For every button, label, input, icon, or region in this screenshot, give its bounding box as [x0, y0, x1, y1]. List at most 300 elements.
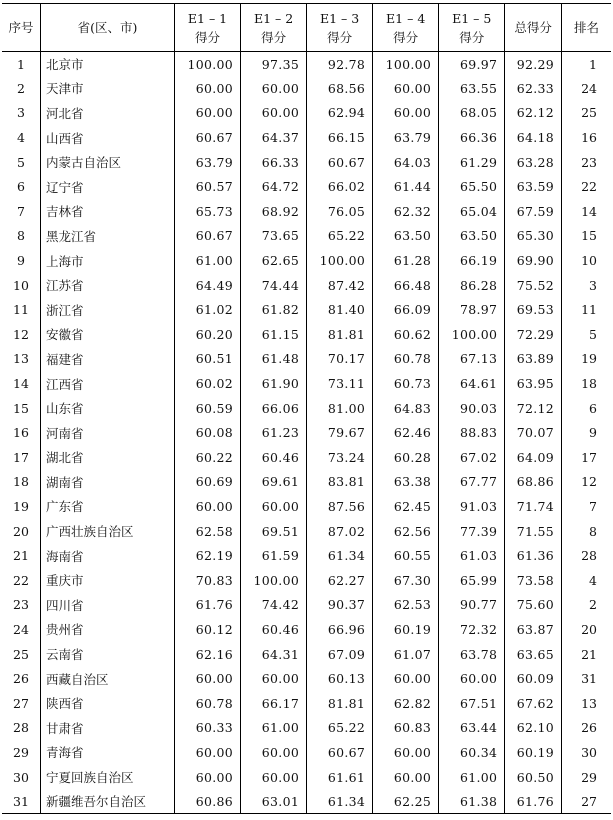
table-row — [2, 371, 611, 396]
cell-total: 63.59 — [505, 174, 562, 199]
cell-index: 24 — [13, 621, 29, 637]
cell-rank: 1 — [562, 52, 612, 77]
cell-e1-4: 62.53 — [373, 593, 439, 618]
cell-index: 19 — [13, 498, 29, 514]
cell-rank: 9 — [562, 420, 612, 445]
cell-e1-2: 61.82 — [241, 297, 307, 322]
table-row — [2, 568, 611, 593]
cell-index: 2 — [17, 80, 25, 96]
table-row — [2, 445, 611, 470]
table-row — [2, 248, 611, 273]
table-row — [2, 494, 611, 519]
table-row — [2, 691, 611, 716]
cell-e1-1: 60.00 — [175, 494, 241, 519]
header-e1-5-code: E1 – 5 — [452, 10, 492, 26]
cell-e1-3: 61.61 — [307, 765, 373, 790]
cell-e1-4: 62.56 — [373, 519, 439, 544]
cell-e1-2: 64.72 — [241, 174, 307, 199]
cell-e1-2: 60.00 — [241, 494, 307, 519]
cell-province: 江苏省 — [41, 273, 175, 298]
cell-e1-5: 60.00 — [439, 666, 505, 691]
cell-e1-5: 66.36 — [439, 125, 505, 150]
cell-rank: 6 — [562, 396, 612, 421]
cell-e1-1: 62.19 — [175, 543, 241, 568]
cell-province: 甘肃省 — [41, 716, 175, 741]
cell-e1-2: 61.59 — [241, 543, 307, 568]
cell-rank: 14 — [562, 199, 612, 224]
cell-index: 28 — [13, 720, 29, 736]
cell-e1-4: 66.09 — [373, 297, 439, 322]
cell-e1-5: 61.38 — [439, 789, 505, 814]
table-row — [2, 125, 611, 150]
header-e1-1 — [175, 4, 241, 52]
cell-e1-1: 60.67 — [175, 224, 241, 249]
cell-rank: 10 — [562, 248, 612, 273]
cell-e1-2: 64.31 — [241, 642, 307, 667]
table-row — [2, 101, 611, 126]
cell-province: 天津市 — [41, 76, 175, 101]
cell-e1-4: 64.83 — [373, 396, 439, 421]
cell-e1-1: 60.78 — [175, 691, 241, 716]
cell-rank: 16 — [562, 125, 612, 150]
cell-total: 63.87 — [505, 617, 562, 642]
cell-e1-5: 65.99 — [439, 568, 505, 593]
cell-e1-3: 60.13 — [307, 666, 373, 691]
cell-index: 29 — [13, 744, 29, 760]
cell-e1-5: 100.00 — [439, 322, 505, 347]
table-row — [2, 666, 611, 691]
cell-e1-2: 61.00 — [241, 716, 307, 741]
cell-total: 63.95 — [505, 371, 562, 396]
table-row — [2, 174, 611, 199]
province-score-table — [2, 3, 611, 814]
cell-index: 11 — [13, 302, 29, 318]
cell-e1-1: 60.02 — [175, 371, 241, 396]
cell-e1-4: 60.78 — [373, 347, 439, 372]
cell-e1-5: 65.04 — [439, 199, 505, 224]
cell-e1-2: 60.46 — [241, 445, 307, 470]
cell-province: 河南省 — [41, 420, 175, 445]
cell-province: 四川省 — [41, 593, 175, 618]
cell-e1-4: 60.00 — [373, 76, 439, 101]
cell-rank: 27 — [562, 789, 612, 814]
table-body — [2, 52, 611, 814]
cell-index: 22 — [13, 572, 29, 588]
cell-rank: 17 — [562, 445, 612, 470]
cell-e1-4: 61.44 — [373, 174, 439, 199]
header-e1-3-code: E1 – 3 — [320, 10, 360, 26]
table-row — [2, 150, 611, 175]
cell-e1-3: 73.24 — [307, 445, 373, 470]
cell-rank: 12 — [562, 470, 612, 495]
cell-e1-3: 66.96 — [307, 617, 373, 642]
cell-province: 宁夏回族自治区 — [41, 765, 175, 790]
table-row — [2, 470, 611, 495]
table-row — [2, 347, 611, 372]
table-row — [2, 716, 611, 741]
table-row — [2, 765, 611, 790]
table-row — [2, 199, 611, 224]
cell-index: 7 — [17, 203, 25, 219]
table-row — [2, 52, 611, 77]
cell-e1-2: 61.48 — [241, 347, 307, 372]
cell-e1-4: 60.00 — [373, 765, 439, 790]
cell-index: 3 — [17, 105, 25, 121]
cell-e1-1: 61.76 — [175, 593, 241, 618]
cell-province: 福建省 — [41, 347, 175, 372]
cell-e1-4: 62.32 — [373, 199, 439, 224]
cell-e1-4: 64.03 — [373, 150, 439, 175]
cell-e1-2: 61.15 — [241, 322, 307, 347]
cell-e1-2: 68.92 — [241, 199, 307, 224]
header-e1-2-score: 得分 — [261, 29, 287, 45]
table-row — [2, 420, 611, 445]
cell-e1-4: 100.00 — [373, 52, 439, 77]
cell-rank: 23 — [562, 150, 612, 175]
cell-total: 62.12 — [505, 101, 562, 126]
cell-e1-3: 61.34 — [307, 789, 373, 814]
cell-e1-1: 60.67 — [175, 125, 241, 150]
cell-index: 6 — [17, 179, 25, 195]
cell-total: 63.28 — [505, 150, 562, 175]
cell-rank: 29 — [562, 765, 612, 790]
cell-rank: 26 — [562, 716, 612, 741]
cell-e1-3: 68.56 — [307, 76, 373, 101]
cell-e1-4: 60.28 — [373, 445, 439, 470]
header-row — [2, 4, 611, 52]
cell-e1-5: 67.13 — [439, 347, 505, 372]
cell-province: 湖北省 — [41, 445, 175, 470]
cell-index: 9 — [17, 253, 25, 269]
cell-e1-3: 65.22 — [307, 224, 373, 249]
cell-province: 黑龙江省 — [41, 224, 175, 249]
cell-e1-3: 92.78 — [307, 52, 373, 77]
cell-e1-1: 60.00 — [175, 765, 241, 790]
cell-e1-4: 60.83 — [373, 716, 439, 741]
cell-e1-5: 88.83 — [439, 420, 505, 445]
cell-e1-1: 60.00 — [175, 740, 241, 765]
cell-province: 内蒙古自治区 — [41, 150, 175, 175]
cell-province: 浙江省 — [41, 297, 175, 322]
cell-index: 25 — [13, 646, 29, 662]
cell-province: 海南省 — [41, 543, 175, 568]
cell-total: 71.55 — [505, 519, 562, 544]
cell-total: 75.52 — [505, 273, 562, 298]
cell-index: 10 — [13, 277, 29, 293]
table-row — [2, 593, 611, 618]
cell-e1-3: 70.17 — [307, 347, 373, 372]
header-e1-2 — [241, 4, 307, 52]
cell-e1-3: 61.34 — [307, 543, 373, 568]
cell-e1-5: 60.34 — [439, 740, 505, 765]
cell-e1-1: 60.22 — [175, 445, 241, 470]
header-e1-4 — [373, 4, 439, 52]
cell-index: 20 — [13, 523, 29, 539]
header-e1-5-score: 得分 — [459, 29, 485, 45]
table-row — [2, 273, 611, 298]
cell-e1-4: 63.38 — [373, 470, 439, 495]
header-e1-3 — [307, 4, 373, 52]
cell-e1-2: 63.01 — [241, 789, 307, 814]
cell-index: 15 — [13, 400, 29, 416]
cell-e1-1: 61.02 — [175, 297, 241, 322]
cell-e1-5: 91.03 — [439, 494, 505, 519]
cell-province: 江西省 — [41, 371, 175, 396]
cell-index: 12 — [13, 326, 29, 342]
table-row — [2, 519, 611, 544]
cell-e1-2: 66.17 — [241, 691, 307, 716]
cell-total: 75.60 — [505, 593, 562, 618]
cell-rank: 18 — [562, 371, 612, 396]
cell-index: 5 — [17, 154, 25, 170]
cell-total: 72.29 — [505, 322, 562, 347]
cell-province: 吉林省 — [41, 199, 175, 224]
cell-total: 69.53 — [505, 297, 562, 322]
cell-province: 新疆维吾尔自治区 — [41, 789, 175, 814]
cell-rank: 13 — [562, 691, 612, 716]
cell-total: 61.36 — [505, 543, 562, 568]
table-row — [2, 642, 611, 667]
cell-e1-3: 66.02 — [307, 174, 373, 199]
cell-index: 30 — [13, 769, 29, 785]
cell-e1-1: 60.00 — [175, 101, 241, 126]
cell-province: 西藏自治区 — [41, 666, 175, 691]
table-row — [2, 76, 611, 101]
table-row — [2, 297, 611, 322]
cell-e1-4: 62.25 — [373, 789, 439, 814]
cell-total: 60.50 — [505, 765, 562, 790]
cell-rank: 20 — [562, 617, 612, 642]
cell-rank: 24 — [562, 76, 612, 101]
cell-e1-3: 65.22 — [307, 716, 373, 741]
cell-e1-1: 60.57 — [175, 174, 241, 199]
cell-e1-4: 62.45 — [373, 494, 439, 519]
cell-index: 14 — [13, 376, 29, 392]
cell-province: 湖南省 — [41, 470, 175, 495]
table-row — [2, 396, 611, 421]
cell-e1-3: 83.81 — [307, 470, 373, 495]
cell-total: 67.62 — [505, 691, 562, 716]
table-row — [2, 224, 611, 249]
cell-total: 67.59 — [505, 199, 562, 224]
cell-total: 70.07 — [505, 420, 562, 445]
cell-e1-3: 81.81 — [307, 322, 373, 347]
cell-e1-3: 81.00 — [307, 396, 373, 421]
cell-e1-3: 60.67 — [307, 740, 373, 765]
cell-province: 山东省 — [41, 396, 175, 421]
cell-e1-1: 62.58 — [175, 519, 241, 544]
cell-e1-2: 74.44 — [241, 273, 307, 298]
cell-index: 17 — [13, 449, 29, 465]
cell-rank: 3 — [562, 273, 612, 298]
cell-e1-1: 65.73 — [175, 199, 241, 224]
cell-e1-2: 60.00 — [241, 76, 307, 101]
cell-index: 1 — [17, 56, 25, 72]
header-rank: 排名 — [562, 4, 612, 52]
cell-e1-3: 73.11 — [307, 371, 373, 396]
cell-index: 16 — [13, 425, 29, 441]
cell-e1-2: 69.61 — [241, 470, 307, 495]
cell-e1-2: 60.00 — [241, 765, 307, 790]
cell-e1-2: 60.46 — [241, 617, 307, 642]
cell-e1-3: 67.09 — [307, 642, 373, 667]
cell-province: 陕西省 — [41, 691, 175, 716]
cell-province: 辽宁省 — [41, 174, 175, 199]
cell-e1-2: 97.35 — [241, 52, 307, 77]
cell-province: 贵州省 — [41, 617, 175, 642]
cell-index: 27 — [13, 695, 29, 711]
header-e1-4-score: 得分 — [393, 29, 419, 45]
header-index: 序号 — [2, 4, 41, 52]
cell-e1-3: 79.67 — [307, 420, 373, 445]
header-total: 总得分 — [505, 4, 562, 52]
cell-rank: 30 — [562, 740, 612, 765]
cell-e1-2: 60.00 — [241, 101, 307, 126]
cell-total: 69.90 — [505, 248, 562, 273]
cell-e1-3: 62.94 — [307, 101, 373, 126]
cell-index: 21 — [13, 548, 29, 564]
cell-e1-3: 87.02 — [307, 519, 373, 544]
cell-rank: 19 — [562, 347, 612, 372]
cell-e1-4: 60.19 — [373, 617, 439, 642]
cell-total: 64.09 — [505, 445, 562, 470]
cell-e1-5: 63.50 — [439, 224, 505, 249]
cell-e1-2: 64.37 — [241, 125, 307, 150]
cell-e1-2: 61.90 — [241, 371, 307, 396]
cell-e1-4: 60.00 — [373, 666, 439, 691]
cell-e1-2: 66.33 — [241, 150, 307, 175]
cell-e1-3: 100.00 — [307, 248, 373, 273]
cell-e1-5: 64.61 — [439, 371, 505, 396]
cell-e1-2: 62.65 — [241, 248, 307, 273]
header-e1-4-code: E1 – 4 — [386, 10, 426, 26]
cell-index: 18 — [13, 474, 29, 490]
cell-total: 68.86 — [505, 470, 562, 495]
cell-e1-5: 61.03 — [439, 543, 505, 568]
cell-e1-4: 60.00 — [373, 740, 439, 765]
cell-index: 8 — [17, 228, 25, 244]
cell-province: 北京市 — [41, 52, 175, 77]
cell-rank: 15 — [562, 224, 612, 249]
cell-index: 23 — [13, 597, 29, 613]
cell-e1-1: 60.20 — [175, 322, 241, 347]
cell-e1-5: 66.19 — [439, 248, 505, 273]
cell-e1-3: 90.37 — [307, 593, 373, 618]
cell-e1-1: 60.00 — [175, 76, 241, 101]
cell-e1-1: 60.69 — [175, 470, 241, 495]
cell-e1-2: 100.00 — [241, 568, 307, 593]
cell-total: 60.19 — [505, 740, 562, 765]
cell-e1-1: 62.16 — [175, 642, 241, 667]
cell-e1-4: 60.00 — [373, 101, 439, 126]
cell-index: 26 — [13, 671, 29, 687]
cell-e1-5: 61.29 — [439, 150, 505, 175]
cell-e1-5: 67.02 — [439, 445, 505, 470]
cell-rank: 4 — [562, 568, 612, 593]
cell-rank: 22 — [562, 174, 612, 199]
cell-e1-5: 78.97 — [439, 297, 505, 322]
cell-rank: 21 — [562, 642, 612, 667]
cell-e1-4: 60.55 — [373, 543, 439, 568]
cell-index: 31 — [2, 789, 41, 814]
cell-e1-2: 60.00 — [241, 740, 307, 765]
cell-rank: 2 — [562, 593, 612, 618]
header-e1-1-code: E1 – 1 — [187, 10, 228, 26]
cell-e1-3: 87.56 — [307, 494, 373, 519]
table-row — [2, 617, 611, 642]
cell-rank: 11 — [562, 297, 612, 322]
cell-e1-2: 74.42 — [241, 593, 307, 618]
cell-total: 62.33 — [505, 76, 562, 101]
cell-rank: 31 — [562, 666, 612, 691]
header-e1-1-score: 得分 — [195, 29, 221, 45]
cell-e1-4: 60.62 — [373, 322, 439, 347]
cell-e1-3: 76.05 — [307, 199, 373, 224]
cell-e1-1: 64.49 — [175, 273, 241, 298]
cell-e1-3: 81.81 — [307, 691, 373, 716]
cell-e1-4: 62.46 — [373, 420, 439, 445]
cell-total: 65.30 — [505, 224, 562, 249]
cell-e1-5: 90.77 — [439, 593, 505, 618]
cell-rank: 28 — [562, 543, 612, 568]
cell-e1-1: 60.12 — [175, 617, 241, 642]
cell-e1-5: 86.28 — [439, 273, 505, 298]
cell-e1-2: 60.00 — [241, 666, 307, 691]
cell-province: 重庆市 — [41, 568, 175, 593]
cell-e1-3: 60.67 — [307, 150, 373, 175]
cell-total: 73.58 — [505, 568, 562, 593]
cell-province: 广西壮族自治区 — [41, 519, 175, 544]
cell-e1-5: 69.97 — [439, 52, 505, 77]
cell-e1-2: 73.65 — [241, 224, 307, 249]
cell-e1-5: 67.51 — [439, 691, 505, 716]
header-e1-3-score: 得分 — [327, 29, 353, 45]
cell-index: 4 — [17, 130, 25, 146]
cell-e1-1: 60.86 — [175, 789, 241, 814]
cell-e1-5: 63.78 — [439, 642, 505, 667]
cell-e1-5: 77.39 — [439, 519, 505, 544]
cell-e1-4: 61.28 — [373, 248, 439, 273]
cell-total: 60.09 — [505, 666, 562, 691]
cell-rank: 8 — [562, 519, 612, 544]
cell-rank: 5 — [562, 322, 612, 347]
header-province: 省(区、市) — [41, 4, 175, 52]
cell-e1-5: 61.00 — [439, 765, 505, 790]
cell-total: 62.10 — [505, 716, 562, 741]
cell-e1-2: 61.23 — [241, 420, 307, 445]
cell-total: 64.18 — [505, 125, 562, 150]
cell-e1-3: 66.15 — [307, 125, 373, 150]
cell-e1-4: 61.07 — [373, 642, 439, 667]
header-e1-2-code: E1 – 2 — [253, 10, 294, 26]
cell-province: 广东省 — [41, 494, 175, 519]
cell-e1-1: 60.00 — [175, 666, 241, 691]
cell-province: 青海省 — [41, 740, 175, 765]
cell-province: 山西省 — [41, 125, 175, 150]
cell-province: 河北省 — [41, 101, 175, 126]
table-row — [2, 322, 611, 347]
cell-e1-5: 63.55 — [439, 76, 505, 101]
table-row — [2, 740, 611, 765]
cell-e1-4: 62.82 — [373, 691, 439, 716]
cell-total: 72.12 — [505, 396, 562, 421]
header-e1-5 — [439, 4, 505, 52]
cell-rank: 7 — [562, 494, 612, 519]
cell-e1-4: 66.48 — [373, 273, 439, 298]
cell-e1-3: 62.27 — [307, 568, 373, 593]
cell-e1-1: 70.83 — [175, 568, 241, 593]
cell-total: 63.89 — [505, 347, 562, 372]
